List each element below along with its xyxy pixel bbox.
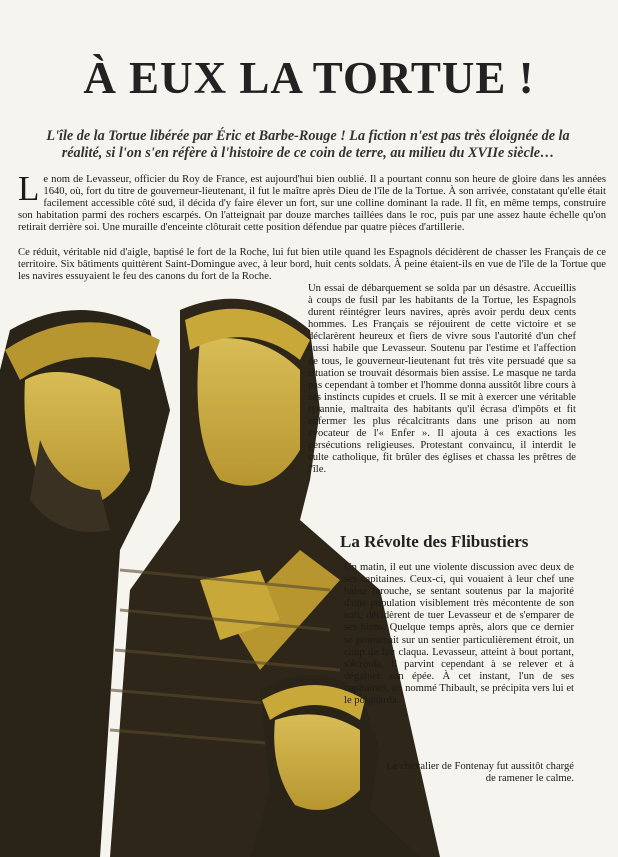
dropcap: L	[18, 169, 40, 208]
column-1: Un essai de débarquement se solda par un désastre. Accueillis à coups de fusil par les habitants de la Tortue, les Espagnols durent réintégrer leurs navires, après avoir perdu deux cents hommes. Les Français se réjouirent de cette victoire et se déclarèrent heureux et fiers de vivre sous l'autorité d'un chef aussi habile que Levasseur. Soutenu par l'estime et l'affection de tous, le gouverneur-lieutenant fut très vite persuadé que sa situation se trouvait désormais bien assise. Le masque ne tarda pas cependant à tomber et l'homme donna aussitôt libre cours à ses instincts cupides et cruels. Il se mit à exercer une véritable tyrannie, maltraita des habitants qu'il écrasa d'impôts et fit enfermer les plus récalcitrants dans une prison au nom évocateur de l'« Enfer ». Il ajouta à ces exactions les persécutions religieuses. Protestant convaincu, il interdit le culte catholique, fit brûler des églises et chassa les prêtres de l'île.	[308, 283, 576, 476]
column-3: Le chevalier de Fontenay fut aussitôt chargé de ramener le calme.	[386, 761, 574, 785]
column-2: Un matin, il eut une violente discussion avec deux de ses capitaines. Ceux-ci, qui vouaient à leur chef une haine farouche, se sentant soutenus par la majorité d'une population visiblement très mécontente de son sort, décidèrent de tuer Levasseur et de s'emparer de ses biens. Quelque temps après, alors que ce dernier se promenait sur un sentier particulièrement étroit, un coup de feu claqua. Levasseur, atteint à bout portant, s'écroula. Il parvint cependant à se relever et à dégainer son épée. À cet instant, l'un de ses capitaines, un nommé Thibault, se précipita vers lui et le poignarda.	[344, 562, 574, 707]
section-subtitle: La Révolte des Flibustiers	[340, 532, 529, 551]
paragraph-1	[18, 169, 606, 234]
paragraph-1-text: e nom de Levasseur, officier du Roy de France, est aujourd'hui bien oublié. Il a pourtant connu son heure de gloire dans les années 1640, où, fort du titre de gouverneur-lieutenant, il fut le maître après Dieu de l'île de la Tortue. À son arrivée, constatant qu'elle était facilement accessible côté sud, il décida d'y faire élever un fort, sur une colline dominant la rade. Il fit, en même temps, construire son habitation parmi des rochers escarpés. On l'atteignait par douze marches taillées dans le roc, puis par une assez haute échelle qu'on retirait derrière soi. Une muraille d'enceinte clôturait cette position défendue par quatre pièces d'artillerie.	[18, 174, 606, 234]
paragraph-2: Ce réduit, véritable nid d'aigle, baptisé le fort de la Roche, lui fut bien utile quand les Espagnols décidèrent de chasser les Français de ce territoire. Six bâtiments quittèrent Saint-Domingue avec, à leur bord, huit cents soldats. À peine étaient-ils en vue de l'île de la Tortue que les navires essuyaient le feu des canons du fort de la Roche.	[18, 247, 606, 283]
page-title: À EUX LA TORTUE !	[83, 53, 535, 103]
intro-lede: L'île de la Tortue libérée par Éric et Barbe-Rouge ! La fiction n'est pas très éloignée de la réalité, si l'on s'en réfère à l'histoire de ce coin de terre, au milieu du XVIIe siècle…	[46, 128, 570, 161]
